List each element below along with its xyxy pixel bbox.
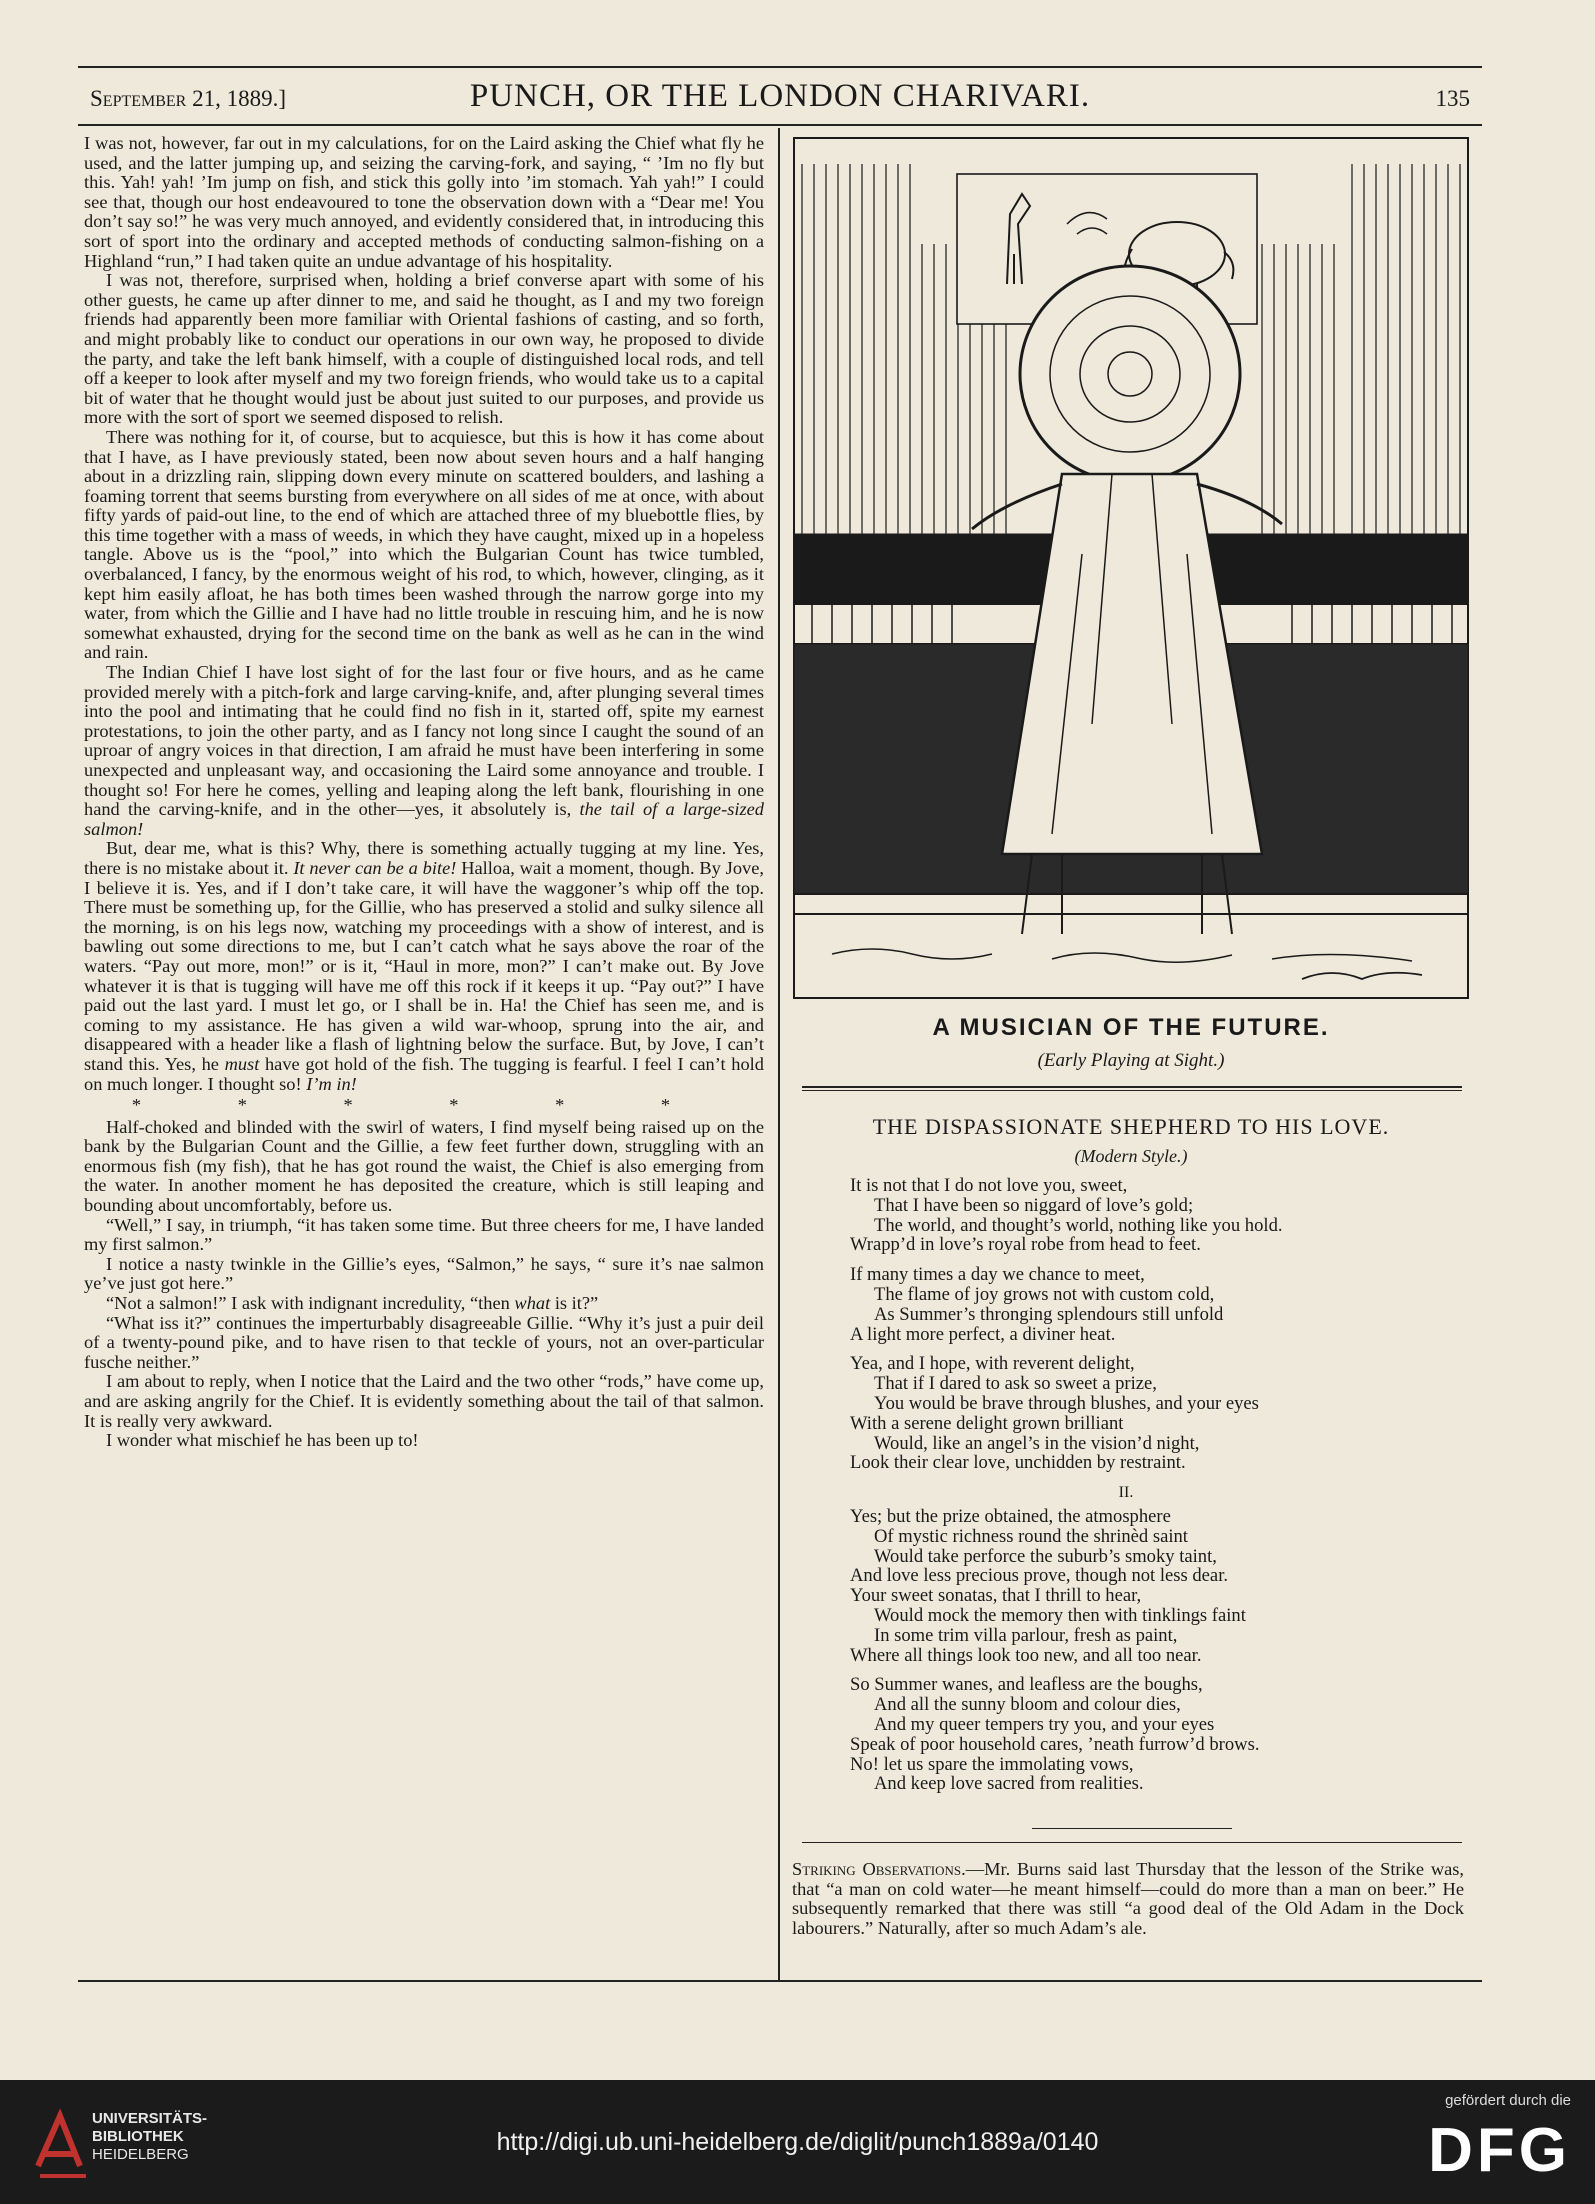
poem-line: With a serene delight grown brilliant [850, 1412, 1124, 1434]
paragraph: The Indian Chief I have lost sight of for the last four or five hours, and as he came provided merely with a pitch-fork and large carving-knife, and, after plunging several times into the pool and intimating that he could find no fish in it, started off, spite my earnest protestations, to join the other party, and as I fancy not long since I caught the sound of an uproar of angry voices in that direction, I am afraid he must have been interfering in some unexpected and unpleasant way, and occasioning the Laird some annoyance and trouble. I thought so! For here he comes, yelling and leaping along the left bank, flourishing in one hand the carving-knife, and in the other—yes, it absolutely is, the tail of a large-sized salmon! [84, 662, 764, 839]
paragraph: Half-choked and blinded with the swirl of waters, I find myself being raised up on the bank by the Bulgarian Count and the Gillie, a few feet further down, struggling with an enormous fish (my fish), that he has got round the waist, the Chief is also emerging from the water. In another moment he has deposited the creature, which is still leaping and bounding about uncomfortably, before us. [84, 1116, 764, 1216]
poem-line: And all the sunny bloom and colour dies, [874, 1694, 1181, 1716]
poem-title: THE DISPASSIONATE SHEPHERD TO HIS LOVE. [872, 1114, 1390, 1139]
article-column [84, 134, 764, 1451]
digitization-footer [0, 2080, 1595, 2204]
poem-line: No! let us spare the immolating vows, [850, 1753, 1134, 1775]
paragraph: “Not a salmon!” I ask with indignant incredulity, “then what is it?” [106, 1293, 599, 1314]
poem-line: And love less precious prove, though not less dear. [850, 1565, 1229, 1587]
running-header [80, 78, 1480, 118]
poem-end-rule [1032, 1828, 1232, 1829]
poem-line: It is not that I do not love you, sweet, [850, 1175, 1128, 1196]
poem-line: Would, like an angel’s in the vision’d night, [874, 1432, 1200, 1454]
paragraph: “Well,” I say, in triumph, “it has taken some time. But three cheers for me, I have landed my first salmon.” [84, 1214, 764, 1255]
caption-rule-2 [802, 1090, 1462, 1091]
page-number: 135 [1435, 86, 1470, 111]
poem-line: Look their clear love, unchidden by restraint. [850, 1452, 1186, 1474]
paragraph: I was not, however, far out in my calculations, for on the Laird asking the Chief what fly he used, and the latter jumping up, and seizing the carving-fork, and saying, “ ’Im no fly but this. Yah! yah! ’Im jump on fish, and stick this golly into ’im stomach. Yah yah!” I could see that, though our host endeavoured to tone the observation down with a “Dear me! You don’t say so!” he was very much annoyed, and evidently considered that, in introducing this sort of sport into the ordinary and accepted methods of conducting salmon-fishing on a Highland “run,” I had taken quite an undue advantage of his hospitality. [84, 133, 764, 271]
poem-line: Yea, and I hope, with reverent delight, [850, 1353, 1135, 1375]
paragraph: “What iss it?” continues the imperturbably disagreeable Gillie. “Why it’s just a puir deil of a twenty-pound pike, and to have risen to that teckle of yours, not an over-particular fusche neither.” [84, 1312, 764, 1372]
funding-caption: gefördert durch die [1445, 2092, 1571, 2109]
paragraph: There was nothing for it, of course, but to acquiesce, but this is how it has come about that I have, as I have previously stated, been now about seven hours and a half hanging about in a drizzling rain, slipping down every minute on scattered boulders, and lashing a foaming torrent that seems bursting from everywhere on all sides of me at once, with about fifty yards of paid-out line, to the end of which are attached three of my bluebottle flies, by this time together with a mass of weeds, in which they have caught, mixed up in a hopeless tangle. Above us is the “pool,” into which the Bulgarian Count has twice tumbled, overbalanced, I fancy, by the enormous weight of his rod, to which, however, clinging, as it kept him easily afloat, he has both times been washed through the narrow gorge into my water, from which the Gillie and I have had no little trouble in rescuing him, and he is now somewhat exhausted, drying for the second time on the bank as well as he can in the wind and rain. [84, 426, 764, 663]
poem-line: Speak of poor household cares, ’neath furrow’d brows. [850, 1733, 1260, 1755]
poem-line: And keep love sacred from realities. [874, 1773, 1144, 1795]
poem-line: So Summer wanes, and leafless are the boughs, [850, 1674, 1203, 1696]
caption-rule [802, 1086, 1462, 1088]
dfg-logo: DFG [1428, 2116, 1571, 2185]
poem-line: Where all things look too new, and all too near. [850, 1644, 1202, 1666]
poem-line: The world, and thought’s world, nothing like you hold. [874, 1214, 1283, 1236]
section-break-stars: * * * * * * [131, 1095, 717, 1116]
cartoon-illustration [792, 134, 1470, 1006]
issue-date: September 21, 1889.] [90, 86, 287, 111]
poem-line: Of mystic richness round the shrinèd saint [874, 1525, 1188, 1547]
striking-observations-note: Striking Observations.—Mr. Burns said last Thursday that the lesson of the Strike was, that “a man on cold water—he meant himself—could do more than a man on beer.” He subsequently remarked that there was still “a good deal of the Old Adam in the Dock labourers.” Naturally, after so much Adam’s ale. [792, 1859, 1465, 1938]
top-rule [78, 66, 1482, 68]
cartoon-title: A MUSICIAN OF THE FUTURE. [932, 1014, 1330, 1041]
paragraph: I notice a nasty twinkle in the Gillie’s eyes, “Salmon,” he says, “ sure it’s nae salmon ye’ve just got here.” [84, 1253, 764, 1294]
child-dress [1002, 474, 1262, 854]
artist-signature [1302, 973, 1422, 979]
poem-body [850, 1176, 1460, 1804]
poem-stanza [850, 1507, 1460, 1665]
poem-line: The flame of joy grows not with custom cold, [874, 1283, 1215, 1305]
straw-hat [1020, 266, 1240, 482]
paragraph: I was not, therefore, surprised when, holding a brief converse apart with some of his other guests, he came up after dinner to me, and said he thought, as I and my two foreign friends had apparently been more familiar with Oriental fashions of casting, and so forth, and might probably like to conduct our operations in our own way, he proposed to divide the party, and take the left bank himself, with a couple of distinguished local rods, and tell off a keeper to look after myself and my two foreign friends, who would take us to a capital bit of water that he thought would just be about just suited to our purposes, and provide us more with the sort of sport we seemed disposed to relish. [84, 270, 764, 428]
header-rule [78, 124, 1482, 126]
poem-line: Would mock the memory then with tinklings faint [874, 1604, 1246, 1626]
poem-line: If many times a day we chance to meet, [850, 1264, 1145, 1286]
source-url[interactable]: http://digi.ub.uni-heidelberg.de/diglit/punch1889a/0140 [496, 2128, 1099, 2156]
poem-line: Yes; but the prize obtained, the atmosphere [850, 1505, 1171, 1527]
poem-line: You would be brave through blushes, and your eyes [874, 1392, 1259, 1414]
paragraph: I am about to reply, when I notice that the Laird and the two other “rods,” have come up, and are asking angrily for the Chief. It is evidently something about the tail of that salmon. It is really very awkward. [84, 1371, 764, 1431]
poem-stanza [850, 1354, 1460, 1473]
poem-line: Wrapp’d in love’s royal robe from head to feet. [850, 1234, 1201, 1256]
poem-line: That I have been so niggard of love’s gold; [874, 1194, 1194, 1216]
bottom-rule [78, 1980, 1482, 1982]
poem-line: And my queer tempers try you, and your eyes [874, 1713, 1215, 1735]
section-rule [802, 1842, 1462, 1843]
poem-line: As Summer’s thronging splendours still unfold [874, 1303, 1224, 1325]
poem-stanza [850, 1176, 1460, 1255]
poem-line: Your sweet sonatas, that I thrill to hear, [850, 1585, 1142, 1607]
paragraph: But, dear me, what is this? Why, there is something actually tugging at my line. Yes, there is no mistake about it. It never can be a bite! Halloa, wait a moment, though. By Jove, I believe it is. Yes, and if I don’t take care, it will have the waggoner’s whip off the top. There must be something up, for the Gillie, who has preserved a stolid and sulky silence all the morning, is on his legs now, watching my proceedings with a show of interest, and is bawling out some directions to me, but I can’t catch what he says above the roar of the waters. “Pay out more, mon!” or is it, “Haul in more, mon?” I can’t make out. By Jove whatever it is that is tugging will have me off this rock if it keeps it up. “Pay out?” I have paid out the last yard. I must let go, or I shall be in. Ha! the Chief has seen me, and is coming to my assistance. He has given a wild war-whoop, sprung into the air, and disappeared with a header like a flash of lightning below the surface. But, by Jove, I can’t stand this. Yes, he must have got hold of the fish. The tugging is fearful. I feel I can’t hold on much longer. I thought so! I’m in! [84, 838, 764, 1094]
cartoon-subtitle: (Early Playing at Sight.) [1037, 1050, 1225, 1071]
poem-line: In some trim villa parlour, fresh as paint, [874, 1624, 1178, 1646]
library-name: UNIVERSITÄTS- BIBLIOTHEK HEIDELBERG [92, 2110, 208, 2163]
poem-stanza [850, 1675, 1460, 1794]
poem-line: A light more perfect, a diviner heat. [850, 1323, 1116, 1345]
section-numeral: II. [1118, 1484, 1134, 1502]
column-divider [778, 128, 780, 1980]
paragraph: I wonder what mischief he has been up to! [106, 1430, 419, 1451]
poem-line: Would take perforce the suburb’s smoky taint, [874, 1545, 1217, 1567]
periodical-title: PUNCH, OR THE LONDON CHARIVARI. [469, 78, 1091, 114]
poem-stanza [850, 1265, 1460, 1344]
poem-line: That if I dared to ask so sweet a prize, [874, 1373, 1157, 1395]
poem-subtitle: (Modern Style.) [1074, 1146, 1188, 1166]
